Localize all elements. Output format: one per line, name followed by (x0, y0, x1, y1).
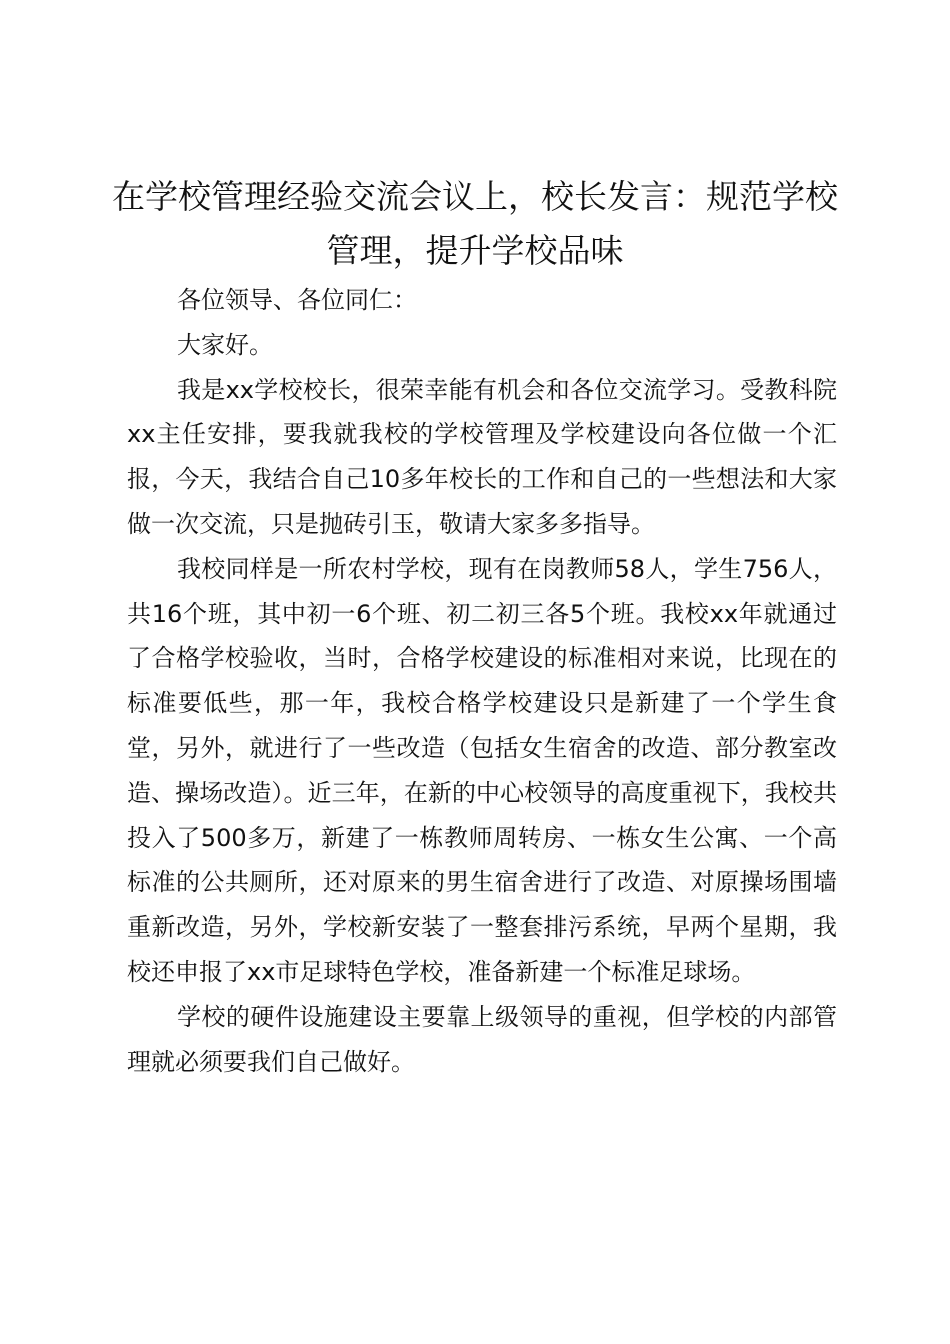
paragraph-school-overview: 我校同样是一所农村学校，现有在岗教师58人，学生756人，共16个班，其中初一6个班、初二初三各5个班。我校xx年就通过了合格学校验收，当时，合格学校建设的标准相对来说，比现在的标准要低些，那一年，我校合格学校建设只是新建了一个学生食堂，另外，就进行了一些改造（包括女生宿舍的改造、部分教室改造、操场改造）。近三年，在新的中心校领导的高度重视下，我校共投入了500多万，新建了一栋教师周转房、一栋女生公寓、一个高标准的公共厕所，还对原来的男生宿舍进行了改造、对原操场围墙重新改造，另外，学校新安装了一整套排污系统，早两个星期，我校还申报了xx市足球特色学校，准备新建一个标准足球场。 (127, 554, 837, 986)
paragraph-greeting: 大家好。 (177, 330, 273, 359)
document-title: 在学校管理经验交流会议上，校长发言：规范学校管理，提升学校品味 (112, 177, 838, 270)
document-body (127, 278, 837, 1084)
paragraph-salutation: 各位领导、各位同仁： (177, 286, 417, 314)
paragraph-introduction: 我是xx学校校长，很荣幸能有机会和各位交流学习。受教科院xx主任安排，要我就我校的学校管理及学校建设向各位做一个汇报，今天，我结合自己10多年校长的工作和自己的一些想法和大家做一次交流，只是抛砖引玉，敬请大家多多指导。 (127, 375, 837, 538)
paragraph-internal-management: 学校的硬件设施建设主要靠上级领导的重视，但学校的内部管理就必须要我们自己做好。 (127, 1002, 837, 1076)
